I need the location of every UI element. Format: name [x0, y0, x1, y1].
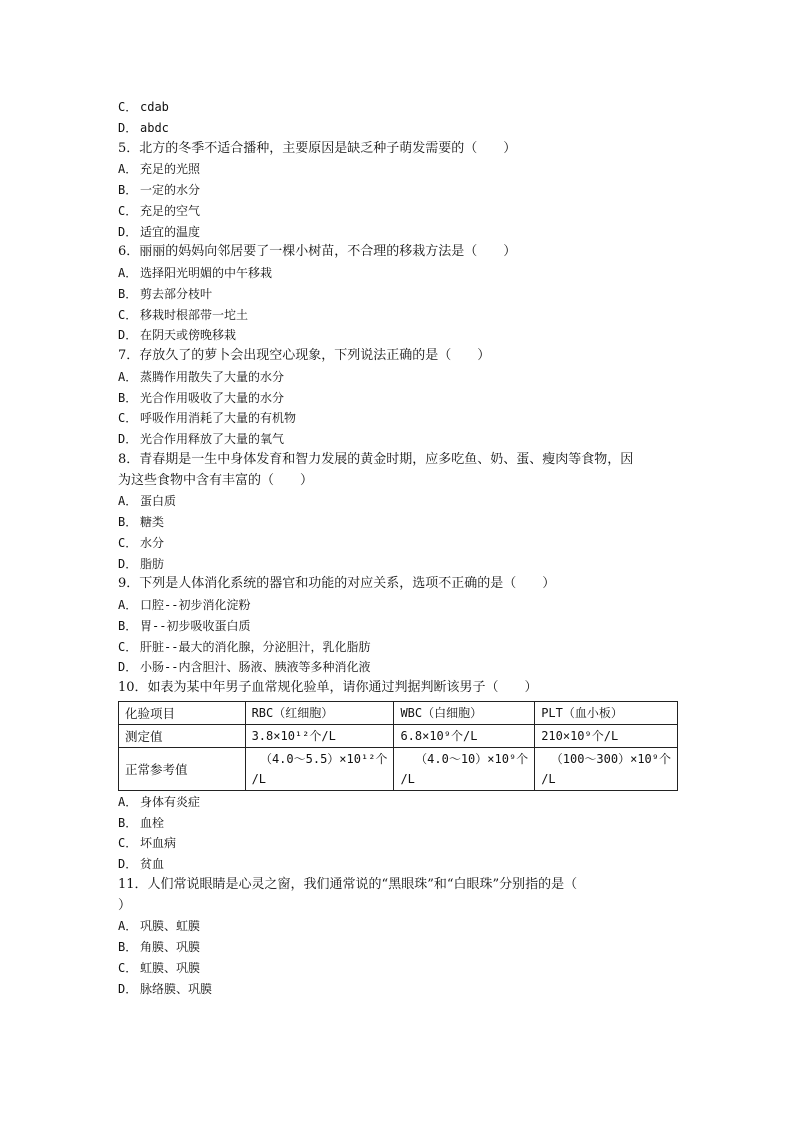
- answer-option: [118, 554, 678, 575]
- answer-option: [118, 657, 678, 678]
- option-label: A．: [118, 494, 138, 509]
- answer-option: [118, 222, 678, 243]
- option-label: D．: [118, 432, 138, 446]
- option-label: D．: [118, 857, 138, 871]
- question-block-bottom: [118, 792, 678, 1000]
- table-cell: PLT（血小板）: [535, 701, 678, 724]
- table-cell: [245, 747, 394, 790]
- option-text: 小肠--内含胆汁、肠液、胰液等多种消化液: [140, 660, 371, 675]
- answer-option: [118, 937, 678, 958]
- question-stem: 11．人们常说眼睛是心灵之窗，我们通常说的“黑眼珠”和“白眼珠”分别指的是（: [118, 876, 578, 892]
- answer-option: [118, 408, 678, 429]
- option-label: D．: [118, 556, 138, 571]
- reference-unit: /L: [400, 771, 415, 786]
- option-text: 糖类: [140, 515, 165, 529]
- table-cell: RBC（红细胞）: [245, 701, 394, 724]
- answer-option: [118, 305, 678, 326]
- option-label: C．: [118, 836, 138, 851]
- option-label: B．: [118, 286, 138, 301]
- option-label: D．: [118, 224, 138, 239]
- question-stem: 8．青春期是一生中身体发育和智力发展的黄金时期，应多吃鱼、奶、蛋、瘦肉等食物，因: [118, 451, 634, 467]
- answer-option: [118, 833, 678, 854]
- answer-option: [118, 813, 678, 834]
- question-stem: 7．存放久了的萝卜会出现空心现象，下列说法正确的是（ ）: [118, 348, 491, 363]
- option-text: 口腔--初步消化淀粉: [140, 598, 251, 612]
- answer-option: [118, 388, 678, 409]
- option-text: 肝脏--最大的消化腺，分泌胆汁，乳化脂肪: [140, 639, 371, 654]
- option-text: 一定的水分: [140, 183, 201, 197]
- option-label: C．: [118, 535, 138, 550]
- answer-option: [118, 325, 678, 346]
- option-label: B．: [118, 183, 138, 197]
- answer-option: [118, 854, 678, 875]
- option-label: A．: [118, 919, 138, 934]
- answer-option: [118, 637, 678, 658]
- table-cell: WBC（白细胞）: [394, 701, 535, 724]
- option-label: A．: [118, 598, 138, 612]
- reference-unit: /L: [541, 771, 556, 786]
- question-stem: 9．下列是人体消化系统的器官和功能的对应关系，选项不正确的是（ ）: [118, 576, 556, 592]
- option-label: D．: [118, 328, 138, 343]
- answer-option: [118, 491, 678, 512]
- option-text: 光合作用释放了大量的氧气: [140, 432, 285, 446]
- option-text: 贫血: [140, 857, 165, 871]
- answer-option: [118, 201, 678, 222]
- blood-test-table: [118, 701, 678, 791]
- option-label: C．: [118, 100, 138, 114]
- option-text: 在阴天或傍晚移栽: [140, 328, 237, 343]
- answer-option: [118, 616, 678, 637]
- answer-option: [118, 512, 678, 533]
- option-text: 水分: [140, 535, 165, 550]
- option-label: B．: [118, 815, 138, 830]
- table-cell: [535, 747, 678, 790]
- answer-option: [118, 958, 678, 979]
- option-text: 身体有炎症: [140, 794, 201, 809]
- document-page: [118, 97, 678, 999]
- option-text: cdab: [140, 100, 169, 114]
- option-text: 坏血病: [140, 836, 177, 851]
- question-stem: 6．丽丽的妈妈向邻居要了一棵小树苗，不合理的移栽方法是（ ）: [118, 244, 517, 260]
- option-text: 脂肪: [140, 556, 165, 571]
- table-row: [119, 747, 678, 790]
- table-cell: 测定值: [119, 724, 246, 747]
- option-label: D．: [118, 120, 138, 135]
- option-label: C．: [118, 411, 138, 426]
- question-stem: 10．如表为某中年男子血常规化验单，请你通过判据判断该男子（ ）: [118, 680, 538, 695]
- option-text: 巩膜、虹膜: [140, 919, 201, 934]
- option-text: 胃--初步吸收蛋白质: [140, 618, 251, 633]
- option-text: 充足的光照: [140, 162, 201, 177]
- option-text: 蛋白质: [140, 494, 177, 509]
- option-label: B．: [118, 940, 138, 954]
- answer-option: [118, 159, 678, 180]
- option-label: A．: [118, 162, 138, 177]
- option-label: C．: [118, 639, 138, 654]
- option-text: 光合作用吸收了大量的水分: [140, 390, 285, 405]
- answer-option: [118, 429, 678, 450]
- table-cell: 210×10⁹个/L: [535, 724, 678, 747]
- table-cell: 正常参考值: [119, 747, 246, 790]
- reference-range: （4.0～10）×10⁹个: [415, 751, 529, 766]
- option-label: B．: [118, 390, 138, 405]
- answer-option: [118, 284, 678, 305]
- reference-unit: /L: [251, 771, 267, 786]
- option-text: 移栽时根部带一坨土: [140, 307, 249, 322]
- question-stem: ）: [118, 897, 132, 913]
- table-cell: [394, 747, 535, 790]
- answer-option: [118, 916, 678, 937]
- table-cell: 化验项目: [119, 701, 246, 724]
- reference-range: （4.0～5.5）×10¹²个: [259, 751, 388, 766]
- reference-range: （100～300）×10⁹个: [550, 751, 671, 766]
- answer-option: [118, 97, 678, 118]
- question-stem: 为这些食物中含有丰富的（ ）: [118, 472, 314, 488]
- option-label: A．: [118, 266, 138, 280]
- option-label: A．: [118, 794, 138, 809]
- option-text: 虹膜、巩膜: [140, 960, 201, 975]
- option-text: 角膜、巩膜: [140, 940, 201, 954]
- option-text: 选择阳光明媚的中午移栽: [140, 266, 273, 280]
- answer-option: [118, 792, 678, 813]
- answer-option: [118, 263, 678, 284]
- option-label: C．: [118, 203, 138, 218]
- option-label: C．: [118, 960, 138, 975]
- option-text: 适宜的温度: [140, 224, 201, 239]
- option-text: abdc: [140, 120, 169, 135]
- answer-option: [118, 367, 678, 388]
- option-text: 充足的空气: [140, 203, 201, 218]
- table-cell: 3.8×10¹²个/L: [245, 724, 394, 747]
- answer-option: [118, 979, 678, 1000]
- table-header-row: [119, 701, 678, 724]
- option-text: 脉络膜、巩膜: [140, 981, 213, 996]
- option-text: 蒸腾作用散失了大量的水分: [140, 369, 285, 384]
- option-text: 血栓: [140, 815, 165, 830]
- answer-option: [118, 533, 678, 554]
- option-label: B．: [118, 515, 138, 529]
- question-stem: 5．北方的冬季不适合播种，主要原因是缺乏种子萌发需要的（ ）: [118, 140, 517, 156]
- answer-option: [118, 595, 678, 616]
- option-label: A．: [118, 369, 138, 384]
- option-label: C．: [118, 307, 138, 322]
- option-label: D．: [118, 660, 138, 675]
- option-text: 剪去部分枝叶: [140, 286, 213, 301]
- question-block-top: [118, 97, 678, 699]
- option-text: 呼吸作用消耗了大量的有机物: [140, 411, 297, 426]
- answer-option: [118, 180, 678, 201]
- option-label: B．: [118, 618, 138, 633]
- table-row: [119, 724, 678, 747]
- option-label: D．: [118, 981, 138, 996]
- answer-option: [118, 118, 678, 139]
- table-cell: 6.8×10⁹个/L: [394, 724, 535, 747]
